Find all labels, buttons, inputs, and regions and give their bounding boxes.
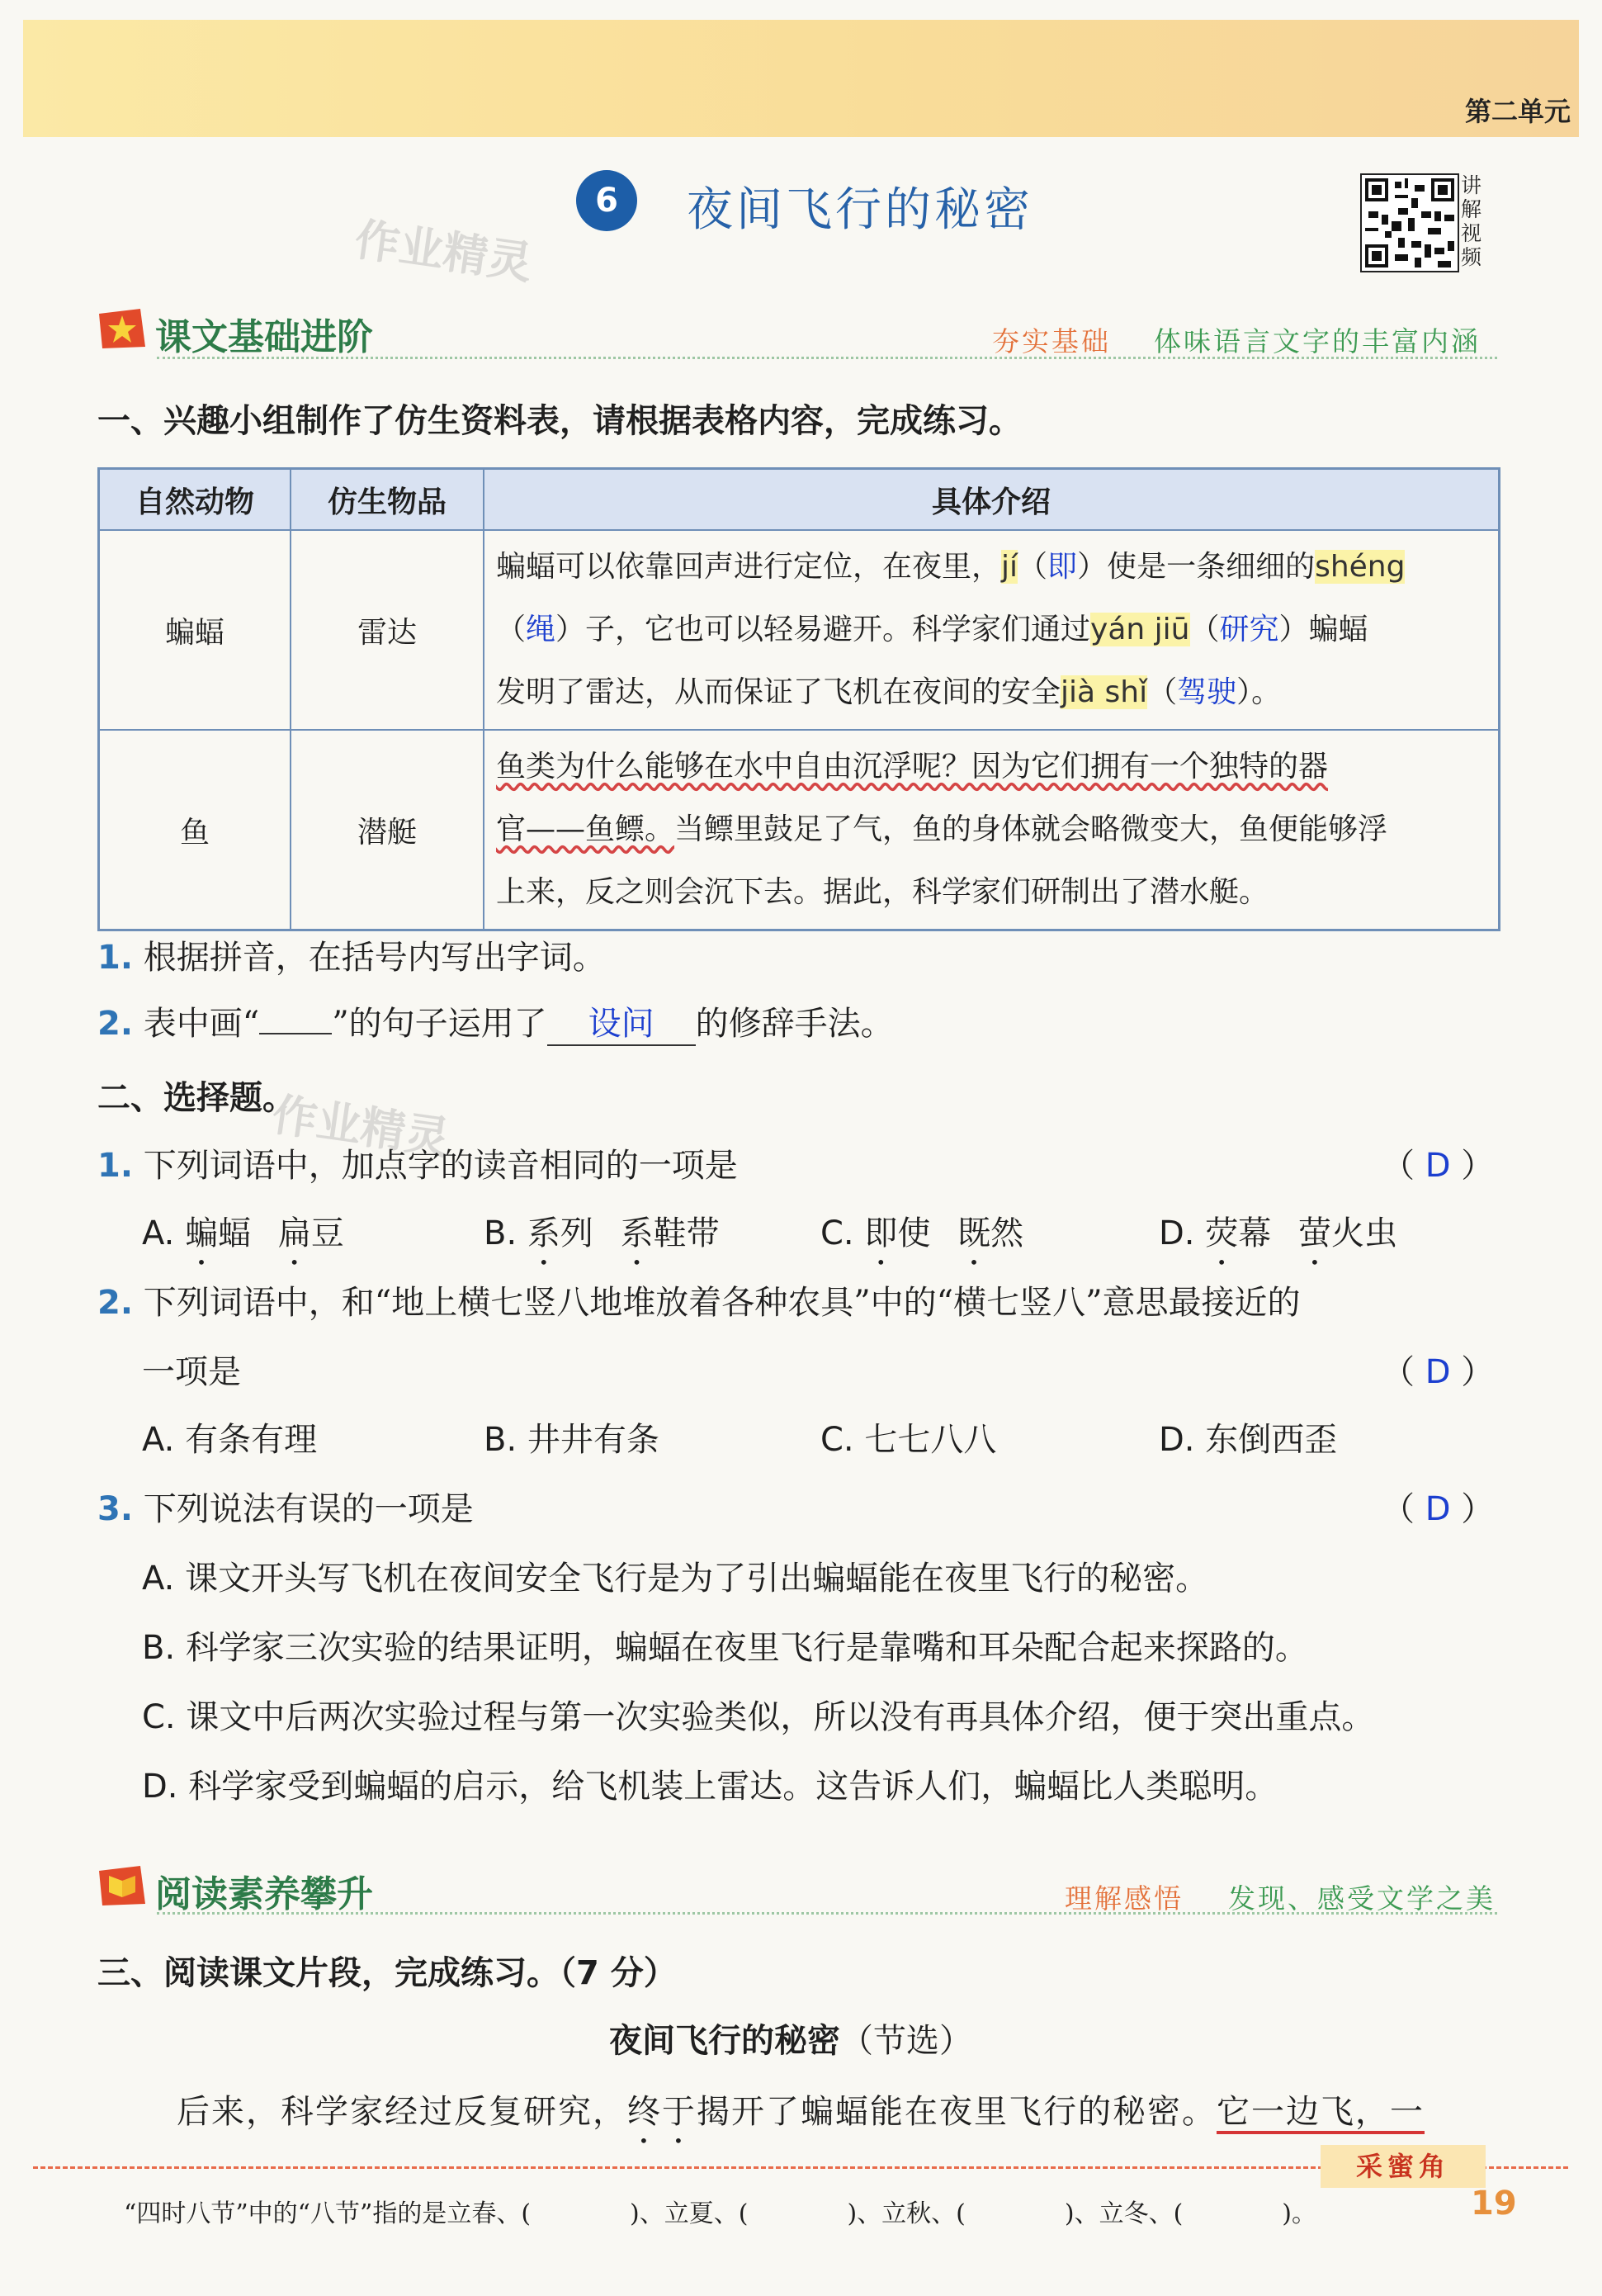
- table-cell-animal: 蝙蝠: [99, 530, 291, 730]
- table-cell-animal: 鱼: [99, 730, 291, 930]
- table-cell-item: 潜艇: [291, 730, 484, 930]
- page-number: 19: [1471, 2185, 1517, 2223]
- answer-paren[interactable]: （ D ）: [1382, 1353, 1495, 1391]
- option-a: A. 课文开头写飞机在夜间安全飞行是为了引出蝙蝠能在夜里飞行的秘密。: [142, 1560, 1209, 1598]
- lesson-title: 夜间飞行的秘密: [687, 183, 1033, 237]
- underlined-sentence: 它一边飞，一: [1217, 2093, 1425, 2134]
- pinyin: jià shǐ: [1061, 675, 1148, 709]
- watermark: 作业精灵: [352, 212, 536, 290]
- option-row: B. 系列 系鞋带: [484, 1214, 720, 1252]
- answer-text[interactable]: 研究: [1219, 613, 1279, 646]
- qr-code-icon[interactable]: [1360, 173, 1459, 272]
- option-c: C. 七七八八: [820, 1421, 997, 1459]
- section-divider: [157, 1912, 1497, 1915]
- table-cell-intro: 蝙蝠可以依靠回声进行定位，在夜里，jí（即）使是一条细细的shéng （绳）子，它也可以轻易避开。科学家们通过yán jiū（研究）蝙蝠 发明了雷达，从而保证了飞机在夜间的安全jià shǐ（驾驶）。: [484, 530, 1500, 730]
- answer-paren[interactable]: （ D ）: [1382, 1490, 1495, 1528]
- pinyin: shéng: [1315, 550, 1406, 584]
- section-title-basics: 课文基础进阶: [155, 316, 373, 358]
- unit-label: 第二单元: [1464, 96, 1571, 127]
- section-tag-2: 体味语言文字的丰富内涵: [1154, 325, 1481, 357]
- option-d: D. 科学家受到蝙蝠的启示，给飞机装上雷达。这告诉人们，蝙蝠比人类聪明。: [142, 1768, 1278, 1806]
- wavy-underlined-text: 鱼类为什么能够在水中自由沉浮呢？因为它们拥有一个独特的器: [496, 750, 1329, 783]
- answer-blank[interactable]: 设问: [547, 997, 696, 1046]
- sub-question-1: 1. 根据拼音，在括号内写出字词。: [97, 939, 606, 977]
- watermark: 作业精灵: [269, 1087, 453, 1165]
- option-a: A. 有条有理: [142, 1421, 318, 1459]
- section-title-reading: 阅读素养攀升: [155, 1873, 373, 1915]
- option-row: A. 蝙蝠 扁豆: [142, 1214, 344, 1252]
- answer-text[interactable]: 即: [1047, 550, 1078, 584]
- section-tag-1: 理解感悟: [1065, 1882, 1184, 1915]
- table-row: [99, 530, 1500, 730]
- footer-question: “四时八节”中的“八节”指的是立春、( )、立夏、( )、立秋、( )、立冬、( )。: [124, 2199, 1316, 2228]
- dotted-word: 终于: [627, 2093, 697, 2131]
- section-tag-2: 发现、感受文学之美: [1228, 1882, 1496, 1915]
- pinyin: jí: [1001, 550, 1018, 584]
- star-flag-icon: [97, 307, 147, 350]
- choice-question-1: 1. 下列词语中，加点字的读音相同的一项是: [97, 1147, 738, 1185]
- passage-title: 夜间飞行的秘密（节选）: [609, 2022, 972, 2060]
- option-row: C. 即使 既然: [820, 1214, 1024, 1252]
- answer-text[interactable]: 绳: [526, 613, 556, 646]
- option-d: D. 东倒西歪: [1159, 1421, 1338, 1459]
- wavy-underlined-text: 官——鱼鳔。: [496, 812, 675, 846]
- table-header: 仿生物品: [291, 469, 484, 531]
- table-header: 具体介绍: [484, 469, 1500, 531]
- header-band: [23, 20, 1579, 137]
- question-3-heading: 三、阅读课文片段，完成练习。（7 分）: [97, 1954, 677, 1992]
- option-c: C. 课文中后两次实验过程与第一次实验类似，所以没有再具体介绍，便于突出重点。: [142, 1698, 1375, 1736]
- option-row: D. 荧幕 萤火虫: [1159, 1214, 1397, 1252]
- sub-question-2: 2. 表中画“ ”的句子运用了 设问 的修辞手法。: [97, 997, 894, 1046]
- choice-question-2: 2. 下列词语中，和“地上横七竖八地堆放着各种农具”中的“横七竖八”意思最接近的: [97, 1284, 1301, 1322]
- bionic-table: [97, 467, 1500, 931]
- footer-label: 采蜜角: [1321, 2145, 1486, 2188]
- choice-question-3: 3. 下列说法有误的一项是: [97, 1490, 474, 1528]
- lesson-number-badge: 6: [576, 170, 637, 231]
- passage-paragraph: 后来，科学家经过反复研究，终于揭开了蝙蝠能在夜里飞行的秘密。它一边飞，一: [177, 2085, 1425, 2151]
- option-b: B. 井井有条: [484, 1421, 659, 1459]
- option-b: B. 科学家三次实验的结果证明，蝙蝠在夜里飞行是靠嘴和耳朵配合起来探路的。: [142, 1629, 1308, 1667]
- section-divider: [157, 357, 1497, 359]
- pinyin: yán jiū: [1090, 613, 1190, 646]
- table-cell-intro: 鱼类为什么能够在水中自由沉浮呢？因为它们拥有一个独特的器 官——鱼鳔。当鳔里鼓足了气，鱼的身体就会略微变大，鱼便能够浮 上来，反之则会沉下去。据此，科学家们研制出了潜水艇。: [484, 730, 1500, 930]
- table-row: [99, 730, 1500, 930]
- table-header: 自然动物: [99, 469, 291, 531]
- table-cell-item: 雷达: [291, 530, 484, 730]
- qr-caption: 讲 解 视 频: [1461, 173, 1482, 269]
- choice-question-2-cont: 一项是: [142, 1353, 241, 1391]
- books-flag-icon: [97, 1864, 147, 1907]
- section-tag-1: 夯实基础: [992, 325, 1111, 357]
- question-1-heading: 一、兴趣小组制作了仿生资料表，请根据表格内容，完成练习。: [97, 402, 1022, 440]
- answer-text[interactable]: 驾驶: [1177, 675, 1237, 709]
- question-2-heading: 二、选择题。: [97, 1079, 295, 1117]
- answer-paren[interactable]: （ D ）: [1382, 1147, 1495, 1185]
